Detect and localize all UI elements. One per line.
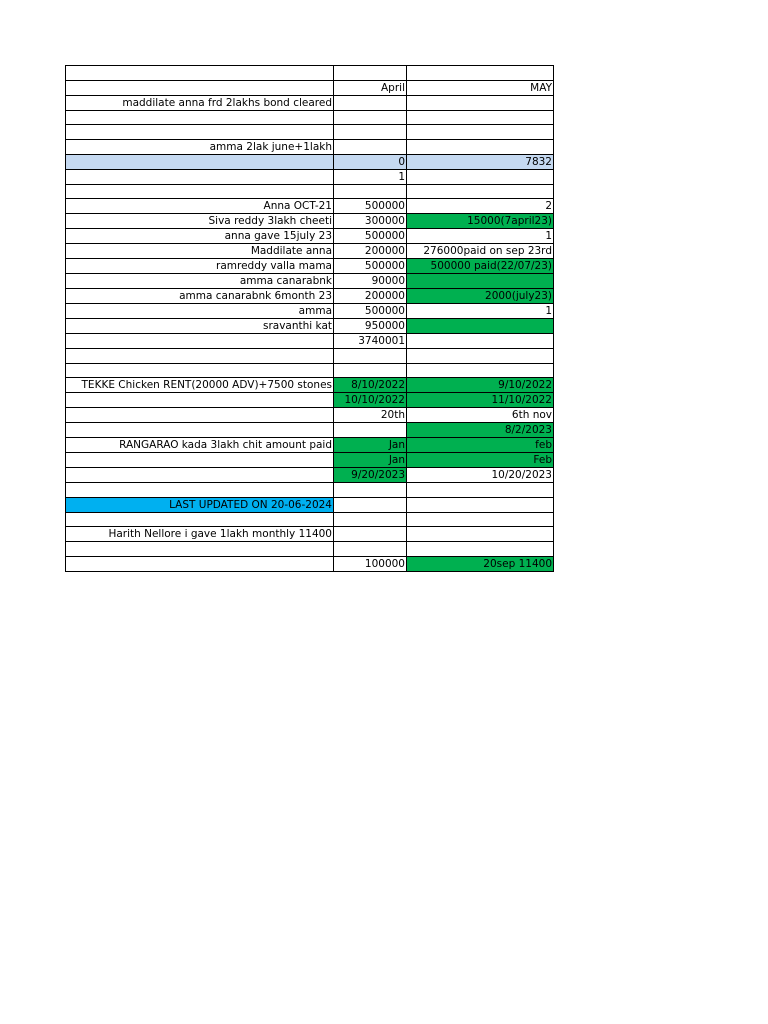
cell-april[interactable] xyxy=(334,512,407,527)
cell-description[interactable] xyxy=(66,154,334,169)
cell-description[interactable]: maddilate anna frd 2lakhs bond cleared xyxy=(66,95,334,110)
cell-may[interactable]: 9/10/2022 xyxy=(407,378,554,393)
table-row xyxy=(66,244,554,259)
cell-april[interactable] xyxy=(334,95,407,110)
table-row xyxy=(66,139,554,154)
table-row xyxy=(66,304,554,319)
table-row xyxy=(66,423,554,438)
cell-april[interactable]: Jan xyxy=(334,453,407,468)
cell-may[interactable] xyxy=(407,527,554,542)
cell-april[interactable]: 500000 xyxy=(334,304,407,319)
cell-description[interactable]: Harith Nellore i gave 1lakh monthly 11400 xyxy=(66,527,334,542)
cell-april[interactable]: 1 xyxy=(334,169,407,184)
cell-april[interactable]: April xyxy=(334,80,407,95)
table-row xyxy=(66,483,554,498)
cell-may[interactable] xyxy=(407,95,554,110)
cell-may[interactable]: 20sep 11400 xyxy=(407,556,554,571)
cell-april[interactable]: 200000 xyxy=(334,289,407,304)
cell-description[interactable]: amma canarabnk xyxy=(66,274,334,289)
cell-april[interactable] xyxy=(334,66,407,81)
cell-description[interactable]: amma 2lak june+1lakh xyxy=(66,139,334,154)
cell-april[interactable] xyxy=(334,110,407,125)
cell-description[interactable] xyxy=(66,453,334,468)
spreadsheet-table xyxy=(65,65,554,572)
cell-april[interactable] xyxy=(334,125,407,140)
cell-may[interactable]: MAY xyxy=(407,80,554,95)
cell-april[interactable] xyxy=(334,497,407,512)
cell-may[interactable] xyxy=(407,66,554,81)
cell-may[interactable]: 500000 paid(22/07/23) xyxy=(407,259,554,274)
cell-description[interactable] xyxy=(66,423,334,438)
cell-description[interactable]: Anna OCT-21 xyxy=(66,199,334,214)
cell-may[interactable] xyxy=(407,363,554,378)
table-row xyxy=(66,378,554,393)
cell-description[interactable]: amma canarabnk 6month 23 xyxy=(66,289,334,304)
table-row xyxy=(66,110,554,125)
table-row xyxy=(66,125,554,140)
table-row xyxy=(66,349,554,364)
cell-april[interactable]: 100000 xyxy=(334,556,407,571)
table-row xyxy=(66,95,554,110)
cell-april[interactable] xyxy=(334,483,407,498)
cell-may[interactable]: 2 xyxy=(407,199,554,214)
cell-may[interactable]: 1 xyxy=(407,304,554,319)
table-row xyxy=(66,80,554,95)
cell-april[interactable]: Jan xyxy=(334,438,407,453)
table-row xyxy=(66,259,554,274)
cell-description[interactable]: sravanthi kat xyxy=(66,319,334,334)
table-row xyxy=(66,66,554,81)
spreadsheet-body xyxy=(66,66,554,572)
table-row xyxy=(66,453,554,468)
cell-may[interactable] xyxy=(407,512,554,527)
cell-may[interactable]: 11/10/2022 xyxy=(407,393,554,408)
cell-description[interactable] xyxy=(66,66,334,81)
cell-april[interactable] xyxy=(334,184,407,199)
cell-may[interactable]: 276000paid on sep 23rd xyxy=(407,244,554,259)
table-row xyxy=(66,229,554,244)
cell-description[interactable] xyxy=(66,334,334,349)
cell-april[interactable]: 300000 xyxy=(334,214,407,229)
cell-may[interactable] xyxy=(407,274,554,289)
cell-description[interactable] xyxy=(66,542,334,557)
cell-description[interactable] xyxy=(66,184,334,199)
cell-april[interactable]: 90000 xyxy=(334,274,407,289)
cell-description[interactable] xyxy=(66,512,334,527)
cell-description[interactable] xyxy=(66,80,334,95)
table-row xyxy=(66,214,554,229)
cell-april[interactable] xyxy=(334,349,407,364)
cell-april[interactable]: 9/20/2023 xyxy=(334,468,407,483)
table-row xyxy=(66,542,554,557)
table-row xyxy=(66,319,554,334)
cell-description[interactable]: Maddilate anna xyxy=(66,244,334,259)
cell-may[interactable] xyxy=(407,349,554,364)
cell-description[interactable] xyxy=(66,169,334,184)
cell-description[interactable]: RANGARAO kada 3lakh chit amount paid xyxy=(66,438,334,453)
table-row xyxy=(66,438,554,453)
cell-description[interactable] xyxy=(66,110,334,125)
cell-may[interactable]: 1 xyxy=(407,229,554,244)
cell-description[interactable] xyxy=(66,393,334,408)
cell-may[interactable] xyxy=(407,139,554,154)
table-row xyxy=(66,393,554,408)
cell-description[interactable]: ramreddy valla mama xyxy=(66,259,334,274)
cell-description[interactable]: Siva reddy 3lakh cheeti xyxy=(66,214,334,229)
cell-may[interactable] xyxy=(407,184,554,199)
cell-description[interactable] xyxy=(66,363,334,378)
table-row xyxy=(66,408,554,423)
cell-may[interactable] xyxy=(407,110,554,125)
cell-april[interactable]: 3740001 xyxy=(334,334,407,349)
table-row xyxy=(66,334,554,349)
cell-may[interactable] xyxy=(407,319,554,334)
table-row xyxy=(66,169,554,184)
cell-description[interactable] xyxy=(66,349,334,364)
cell-may[interactable]: 10/20/2023 xyxy=(407,468,554,483)
cell-description[interactable] xyxy=(66,468,334,483)
cell-may[interactable]: 6th nov xyxy=(407,408,554,423)
cell-may[interactable] xyxy=(407,483,554,498)
cell-april[interactable]: 8/10/2022 xyxy=(334,378,407,393)
cell-description[interactable] xyxy=(66,556,334,571)
cell-april[interactable] xyxy=(334,423,407,438)
table-row xyxy=(66,184,554,199)
table-row xyxy=(66,527,554,542)
table-row xyxy=(66,274,554,289)
cell-april[interactable]: 500000 xyxy=(334,199,407,214)
cell-april[interactable]: 500000 xyxy=(334,229,407,244)
cell-description[interactable] xyxy=(66,408,334,423)
cell-may[interactable]: 7832 xyxy=(407,154,554,169)
table-row xyxy=(66,468,554,483)
table-row xyxy=(66,363,554,378)
cell-april[interactable]: 950000 xyxy=(334,319,407,334)
cell-april[interactable] xyxy=(334,542,407,557)
cell-april[interactable] xyxy=(334,363,407,378)
cell-description[interactable] xyxy=(66,483,334,498)
cell-may[interactable] xyxy=(407,169,554,184)
cell-may[interactable]: 8/2/2023 xyxy=(407,423,554,438)
cell-april[interactable] xyxy=(334,527,407,542)
cell-description[interactable]: amma xyxy=(66,304,334,319)
cell-may[interactable]: 15000(7april23) xyxy=(407,214,554,229)
cell-description[interactable] xyxy=(66,125,334,140)
cell-may[interactable]: Feb xyxy=(407,453,554,468)
cell-april[interactable] xyxy=(334,139,407,154)
cell-april[interactable]: 10/10/2022 xyxy=(334,393,407,408)
table-row xyxy=(66,512,554,527)
table-row xyxy=(66,556,554,571)
cell-description[interactable]: anna gave 15july 23 xyxy=(66,229,334,244)
table-row xyxy=(66,154,554,169)
cell-april[interactable]: 500000 xyxy=(334,259,407,274)
cell-may[interactable] xyxy=(407,497,554,512)
cell-may[interactable]: 2000(july23) xyxy=(407,289,554,304)
cell-april[interactable]: 200000 xyxy=(334,244,407,259)
cell-may[interactable] xyxy=(407,542,554,557)
table-row xyxy=(66,497,554,512)
table-row xyxy=(66,289,554,304)
table-row xyxy=(66,199,554,214)
cell-description[interactable]: TEKKE Chicken RENT(20000 ADV)+7500 stones xyxy=(66,378,334,393)
cell-april[interactable]: 0 xyxy=(334,154,407,169)
cell-may[interactable] xyxy=(407,334,554,349)
cell-description[interactable]: LAST UPDATED ON 20-06-2024 xyxy=(66,497,334,512)
cell-may[interactable]: feb xyxy=(407,438,554,453)
cell-may[interactable] xyxy=(407,125,554,140)
cell-april[interactable]: 20th xyxy=(334,408,407,423)
